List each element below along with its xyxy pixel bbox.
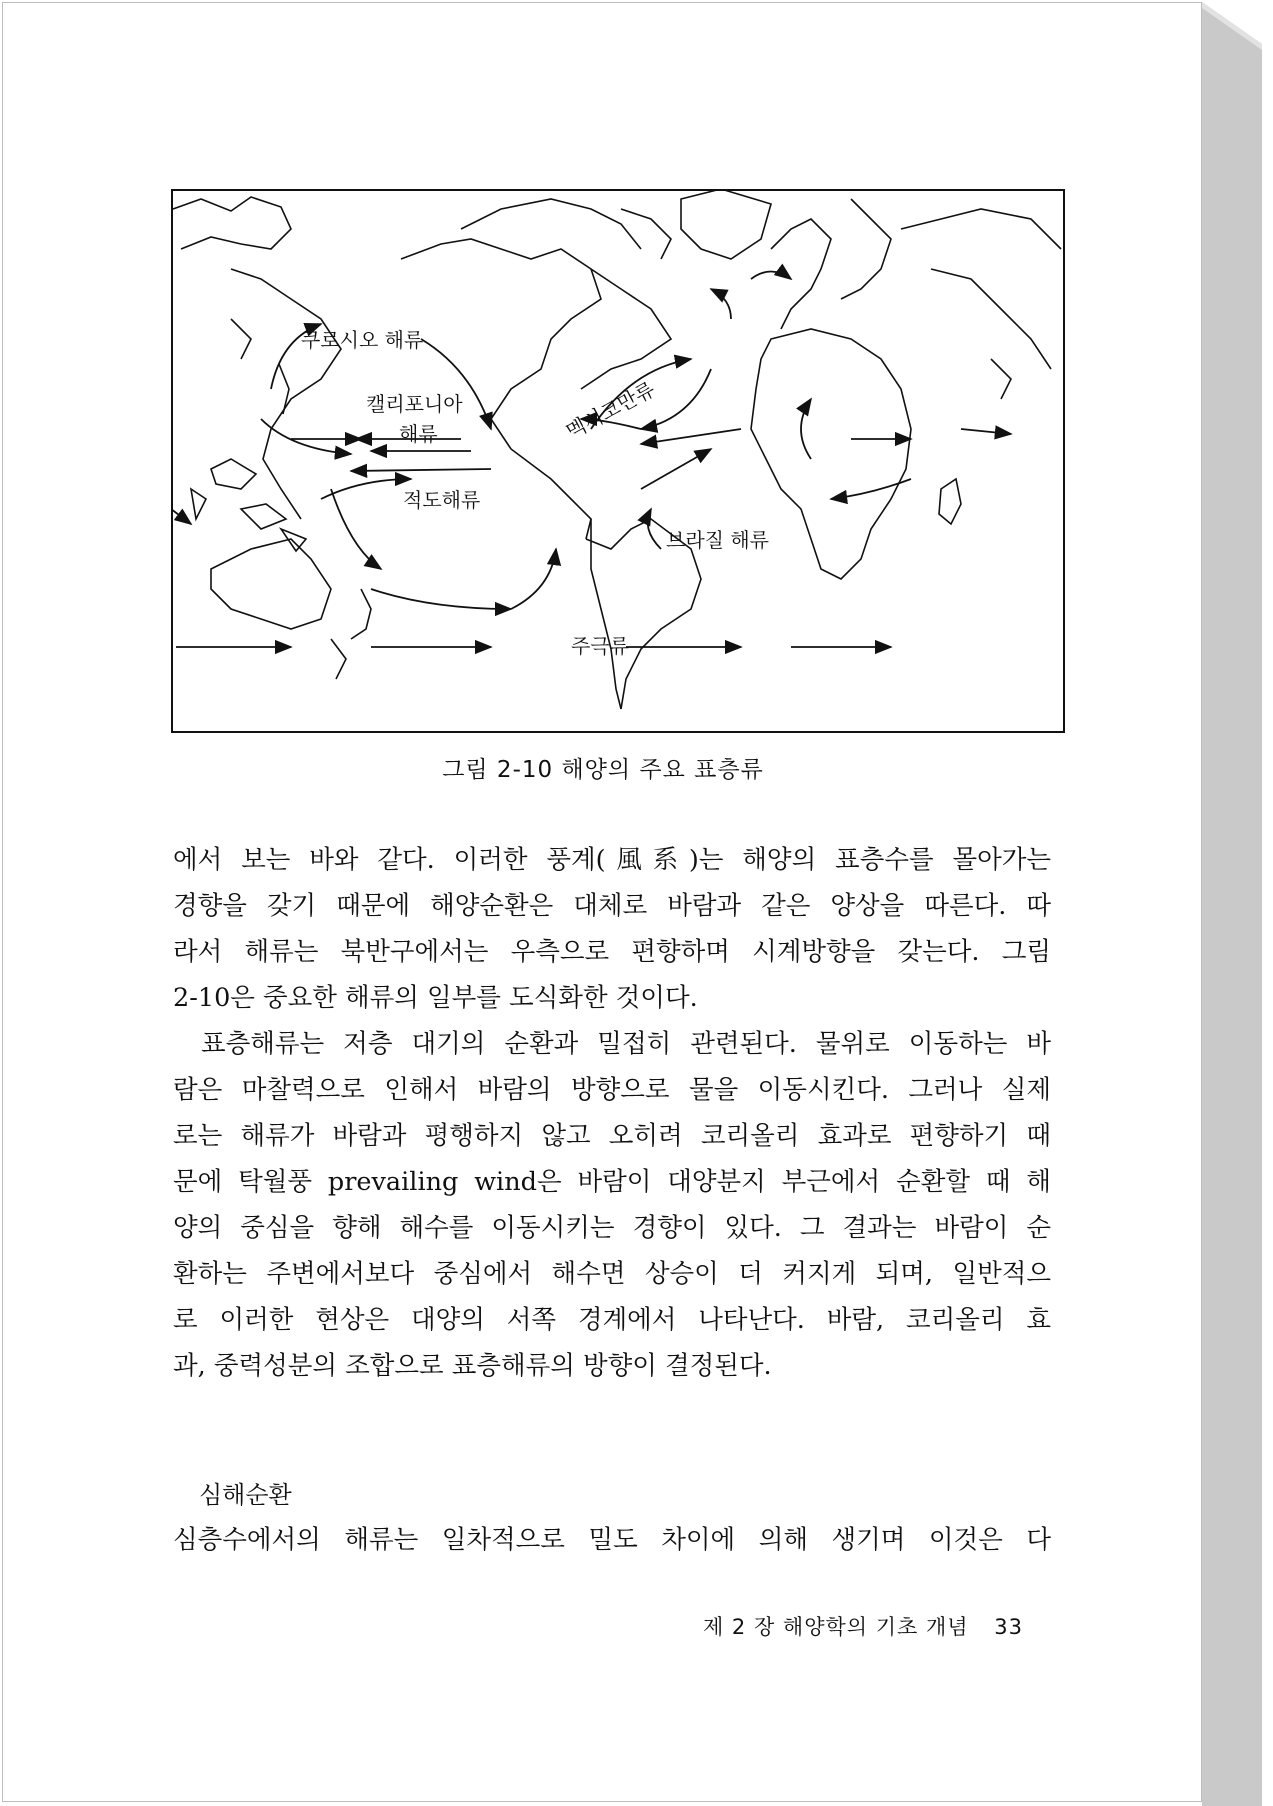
text-line: 에서 보는 바와 같다. 이러한 풍계(風系)는 해양의 표층수를 몰아가는: [173, 845, 1051, 875]
text-line: 과, 중력성분의 조합으로 표층해류의 방향이 결정된다.: [173, 1351, 772, 1381]
body-text-continued: [173, 1517, 1051, 1563]
ocean-currents-map: [171, 189, 1065, 733]
text-line: 라서 해류는 북반구에서는 우측으로 편향하며 시계방향을 갖는다. 그림: [173, 937, 1051, 967]
book-page: [2, 2, 1202, 1802]
label-kuroshio: 쿠로시오 해류: [301, 328, 424, 352]
text-line: 문에 탁월풍 prevailing wind은 바람이 대양분지 부근에서 순환할 때 해: [173, 1167, 1051, 1197]
label-gulf-stream: 멕시코만류: [562, 376, 659, 444]
running-head: 제 2 장 해양학의 기초 개념: [702, 1615, 969, 1639]
body-text: [173, 837, 1051, 1389]
text-line: 람은 마찰력으로 인해서 바람의 방향으로 물을 이동시킨다. 그러나 실제: [173, 1075, 1051, 1105]
page-number: 33: [994, 1615, 1023, 1639]
text-line: 경향을 갖기 때문에 해양순환은 대체로 바람과 같은 양상을 따른다. 따: [173, 891, 1051, 921]
text-line: 표층해류는 저층 대기의 순환과 밀접히 관련된다. 물위로 이동하는 바: [201, 1029, 1051, 1059]
text-line: 로는 해류가 바람과 평행하지 않고 오히려 코리올리 효과로 편향하기 때: [173, 1121, 1051, 1151]
label-antarctic: 주극류: [571, 634, 629, 658]
ocean-currents-figure: [171, 189, 1065, 733]
figure-caption: 그림 2-10 해양의 주요 표층류: [442, 757, 764, 783]
text-line: 로 이러한 현상은 대양의 서쪽 경계에서 나타난다. 바람, 코리올리 효: [173, 1305, 1051, 1335]
text-line: 환하는 주변에서보다 중심에서 해수면 상승이 더 커지게 되며, 일반적으: [173, 1259, 1051, 1289]
label-california-2: 해류: [399, 422, 438, 446]
section-heading: 심해순환: [199, 1481, 292, 1509]
label-california-1: 캘리포니아: [366, 392, 463, 416]
page-footer: [703, 1611, 1023, 1641]
text-line: 양의 중심을 향해 해수를 이동시키는 경향이 있다. 그 결과는 바람이 순: [173, 1213, 1051, 1243]
label-brazil: 브라질 해류: [666, 528, 769, 552]
label-equatorial: 적도해류: [403, 488, 481, 512]
text-line: 2-10은 중요한 해류의 일부를 도식화한 것이다.: [173, 983, 698, 1013]
text-line: 심층수에서의 해류는 일차적으로 밀도 차이에 의해 생기며 이것은 다: [173, 1525, 1051, 1555]
